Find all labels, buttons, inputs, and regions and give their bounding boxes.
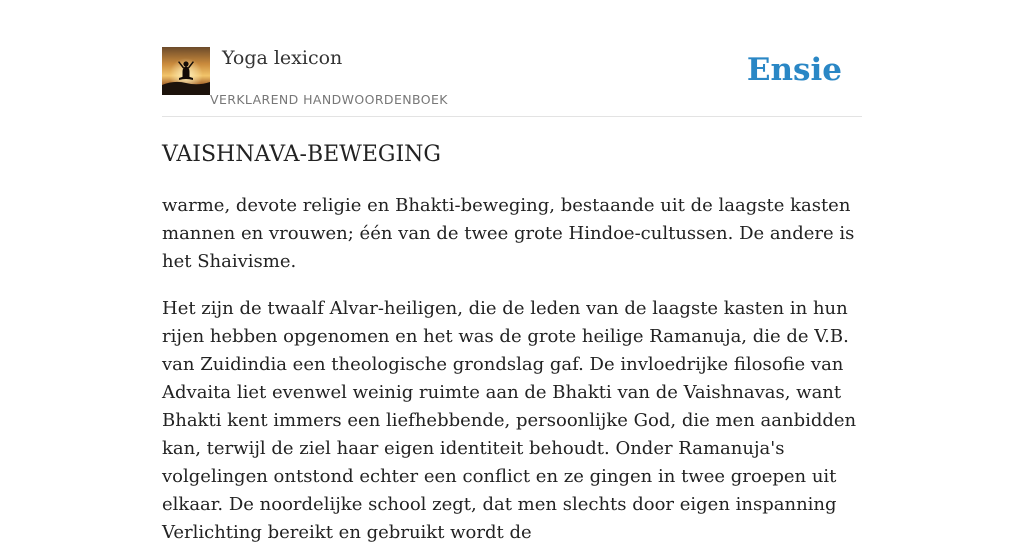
lexicon-subtitle: VERKLAREND HANDWOORDENBOEK	[210, 92, 448, 107]
lexicon-name[interactable]: Yoga lexicon	[222, 47, 343, 69]
ensie-logo[interactable]: Ensie	[746, 52, 842, 88]
entry-content	[162, 140, 864, 547]
lexicon-avatar[interactable]	[162, 47, 210, 95]
meditation-silhouette-sunset-icon	[162, 47, 210, 95]
entry-title: VAISHNAVA-BEWEGING	[162, 142, 441, 167]
entry-paragraph: warme, devote religie en Bhakti-beweging, bestaande uit de laagste kasten mannen en vrouwen; één van de twee grote Hindoe-cultussen. De andere is het Shaivisme.	[162, 195, 855, 272]
entry-paragraph: Het zijn de twaalf Alvar-heiligen, die de leden van de laagste kasten in hun rijen hebben opgenomen en het was de grote heilige Ramanuja, die de V.B. van Zuidindia een theologische grondslag gaf. De invloedrijke filosofie van Advaita liet evenwel weinig ruimte aan de Bhakti van de Vaishnavas, want Bhakti kent immers een liefhebbende, persoonlijke God, die men aanbidden kan, terwijl de ziel haar eigen identiteit behoudt. Onder Ramanuja's volgelingen ontstond echter een conflict en ze gingen in twee groepen uit elkaar. De noordelijke school zegt, dat men slechts door eigen inspanning Verlichting bereikt en gebruikt wordt de	[162, 298, 857, 543]
lexicon-header	[162, 46, 862, 117]
